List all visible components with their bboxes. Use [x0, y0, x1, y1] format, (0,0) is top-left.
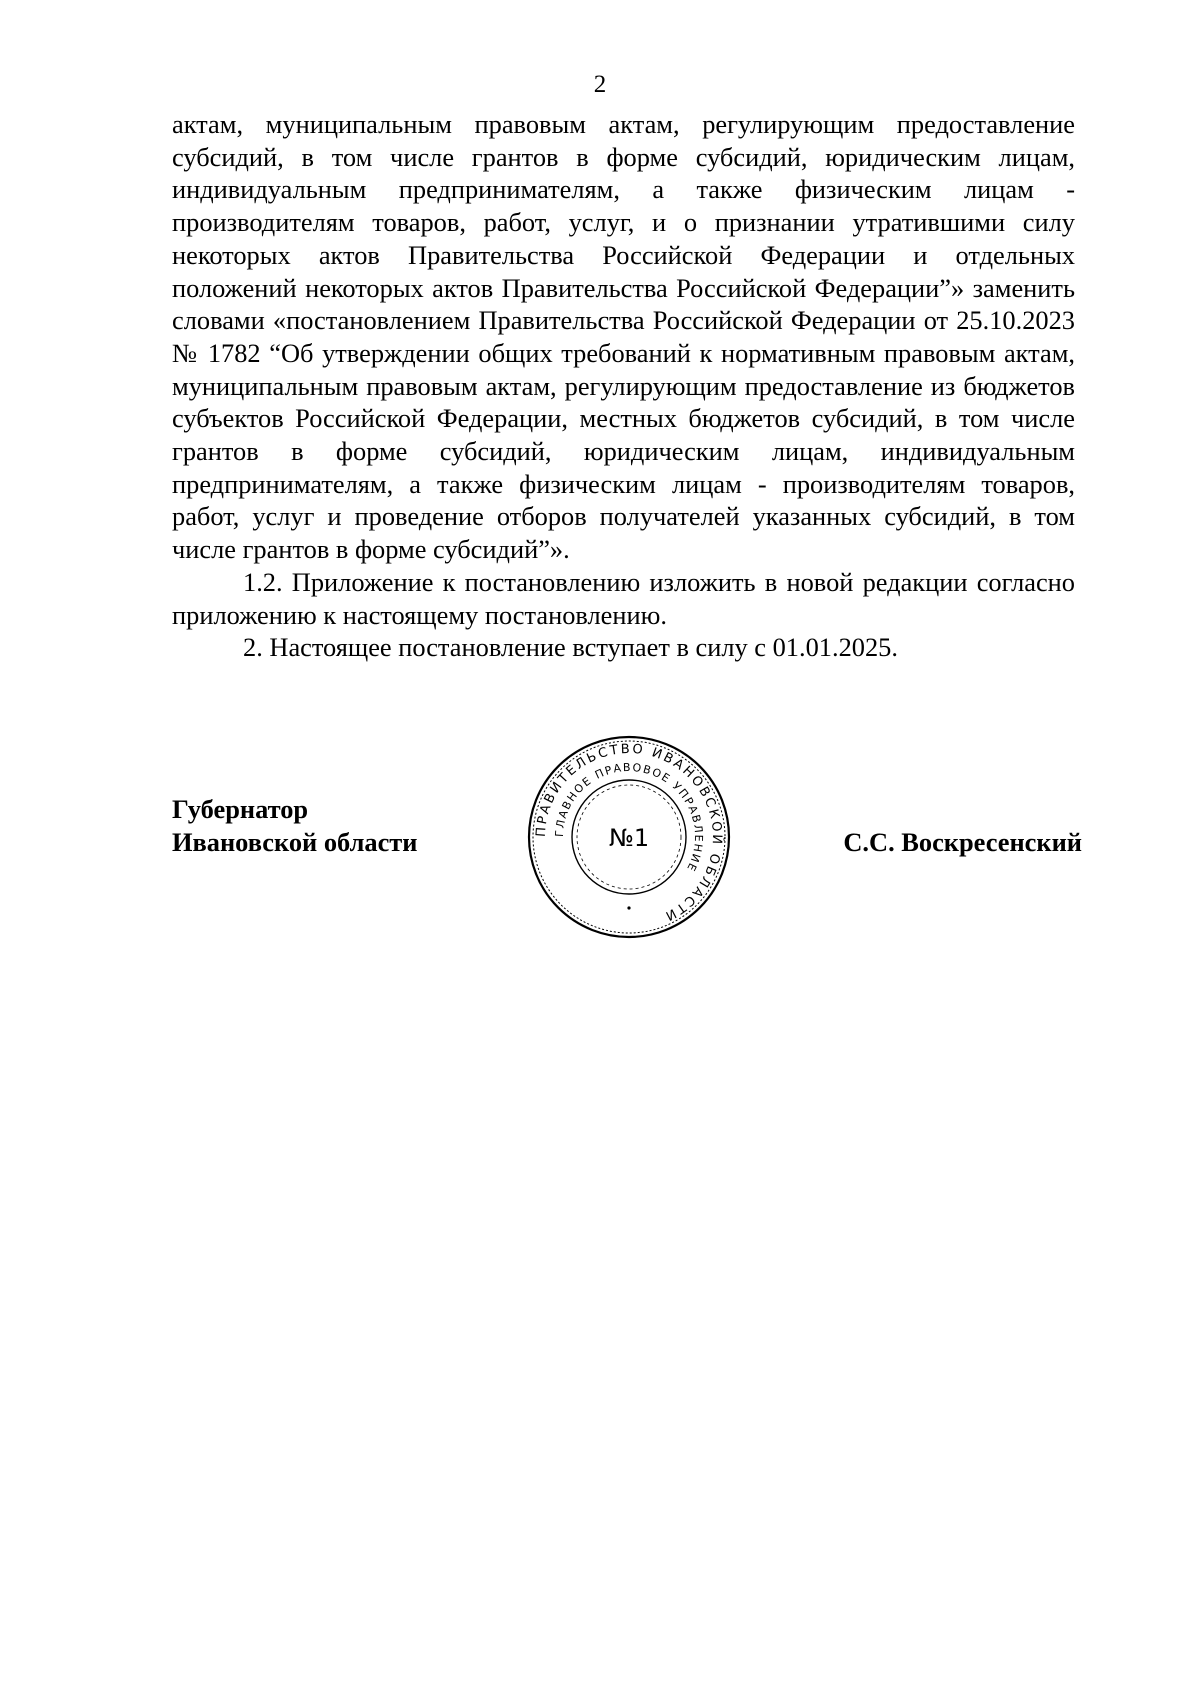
seal-graphic [526, 734, 732, 940]
signatory-title-line-1: Губернатор [172, 794, 309, 824]
seal-outer-text: ПРАВИТЕЛЬСТВО ИВАНОВСКОЙ ОБЛАСТИ [533, 741, 725, 924]
seal-inner-text: ГЛАВНОЕ ПРАВОВОЕ УПРАВЛЕНИЕ [552, 760, 706, 875]
page-number: 2 [593, 71, 607, 98]
signatory-title-line-2: Ивановской области [172, 827, 418, 857]
signatory-name: С.С. Воскресенский [843, 827, 1082, 857]
paragraph-item-1-2: 1.2. Приложение к постановлению изложить в новой редакции согласно приложению к настоящему постановлению. [172, 566, 1075, 630]
paragraph-continuation: актам, муниципальным правовым актам, регулирующим предоставление субсидий, в том числе грантов в форме субсидий, юридическим лицам, индивидуальным предпринимателям, а также физическим лицам - производителям товаров, работ, услуг, и о признании утратившими силу некоторых актов Правительства Российской Федерации и отдельных положений некоторых актов Правительства Российской Федерации”» заменить словами «постановлением Правительства Российской Федерации от 25.10.2023 № 1782 “Об утверждении общих требований к нормативным правовым актам, муниципальным правовым актам, регулирующим предоставление из бюджетов субъектов Российской Федерации, местных бюджетов субсидий, в том числе грантов в форме субсидий, юридическим лицам, индивидуальным предпринимателям, а также физическим лицам - производителям товаров, работ, услуг и проведение отборов получателей указанных субсидий, в том числе грантов в форме субсидий”». [172, 109, 1075, 565]
seal-dot-mark [627, 906, 630, 909]
document-body [172, 108, 1075, 664]
paragraph-item-2: 2. Настоящее постановление вступает в силу с 01.01.2025. [243, 632, 898, 663]
official-seal-stamp [526, 734, 732, 940]
seal-center-number: №1 [608, 824, 650, 852]
